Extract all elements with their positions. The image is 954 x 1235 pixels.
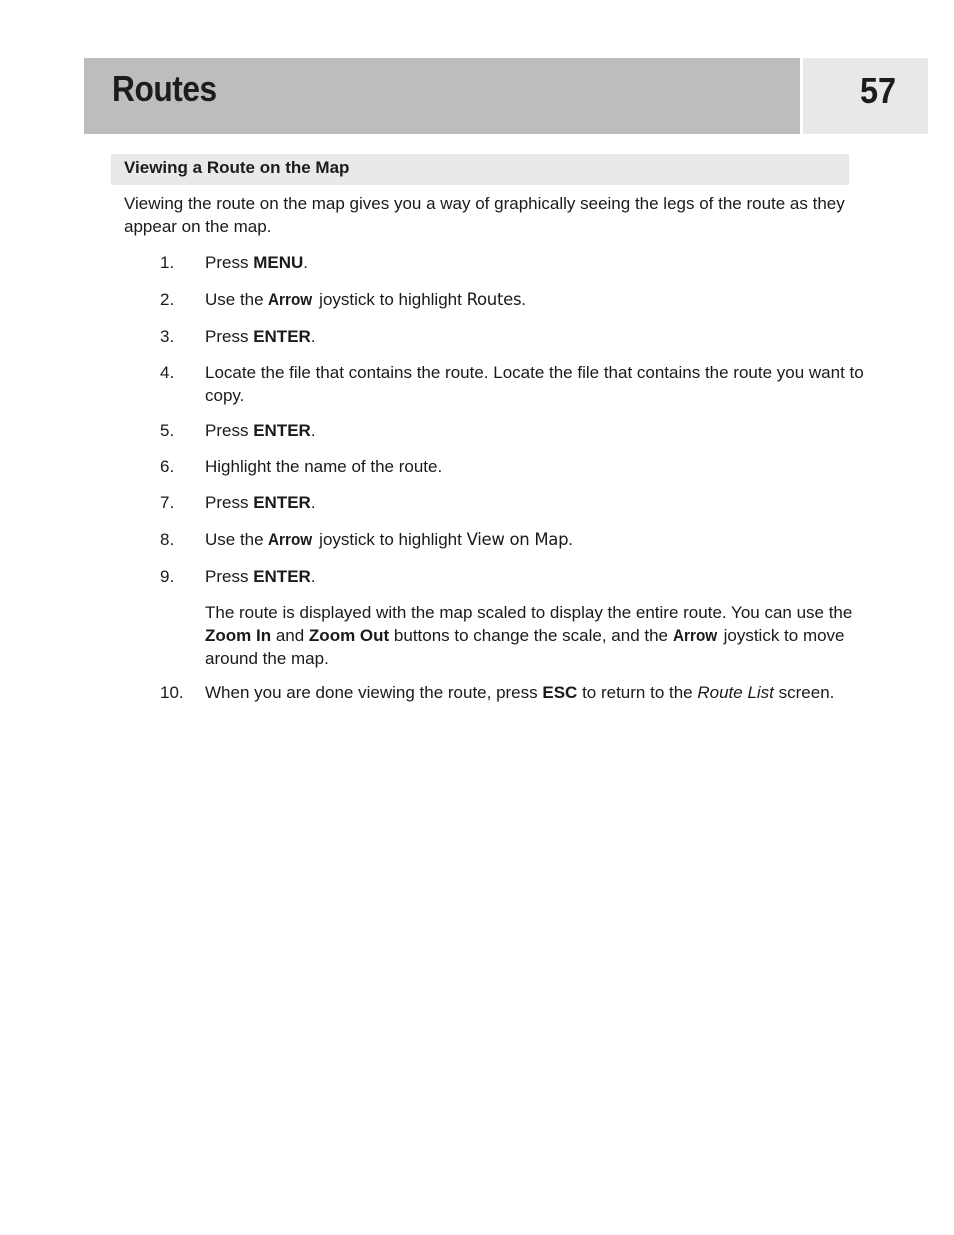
key-name: Zoom In — [205, 626, 272, 645]
key-name: Arrow — [672, 626, 717, 645]
menu-item-name: View on Map — [466, 530, 569, 549]
step-text: Press MENU. — [205, 253, 308, 272]
key-name: ENTER — [253, 493, 311, 512]
step-text: Locate the file that contains the route. Locate the file that contains the route you want to copy. — [205, 363, 864, 405]
step-number: 3. — [160, 327, 175, 346]
key-name: MENU — [253, 253, 304, 272]
section-title: Viewing a Route on the Map — [124, 158, 350, 177]
step-number: 5. — [160, 421, 175, 440]
key-name: ENTER — [253, 421, 311, 440]
key-name: Arrow — [268, 530, 313, 549]
step-number: 6. — [160, 457, 175, 476]
key-name: Arrow — [268, 290, 313, 309]
page-number: 57 — [859, 70, 896, 111]
step-text: Highlight the name of the route. — [205, 457, 443, 476]
step-text: Use the Arrow joystick to highlight Routes. — [205, 290, 527, 309]
step-text: Press ENTER. — [205, 493, 316, 512]
intro-paragraph: Viewing the route on the map gives you a way of graphically seeing the legs of the route as they appear on the map. — [124, 194, 845, 236]
key-name: Zoom Out — [308, 626, 390, 645]
page-number-box — [803, 58, 928, 134]
key-name: ENTER — [253, 567, 311, 586]
step-number: 10. — [160, 683, 184, 702]
step-number: 9. — [160, 567, 175, 586]
key-name: ENTER — [253, 327, 311, 346]
screen-name: Route List — [697, 683, 774, 702]
menu-item-name: Routes — [466, 290, 522, 309]
section-header — [111, 154, 849, 185]
step-text: Use the Arrow joystick to highlight View on Map. — [205, 530, 574, 549]
chapter-title: Routes — [112, 68, 217, 109]
step-text: When you are done viewing the route, press ESC to return to the Route List screen. — [205, 683, 835, 702]
step-number: 2. — [160, 290, 175, 309]
step-number: 1. — [160, 253, 175, 272]
step-text: Press ENTER. — [205, 421, 316, 440]
step-number: 7. — [160, 493, 175, 512]
step-number: 8. — [160, 530, 175, 549]
step-text: Press ENTER. — [205, 567, 316, 586]
step-text: Press ENTER. — [205, 327, 316, 346]
step-note: The route is displayed with the map scaled to display the entire route. You can use the Zoom In and Zoom Out buttons to change the scale, and the Arrow joystick to move around the map. — [205, 603, 853, 668]
key-name: ESC — [542, 683, 578, 702]
step-number: 4. — [160, 363, 175, 382]
chapter-header — [84, 58, 800, 134]
